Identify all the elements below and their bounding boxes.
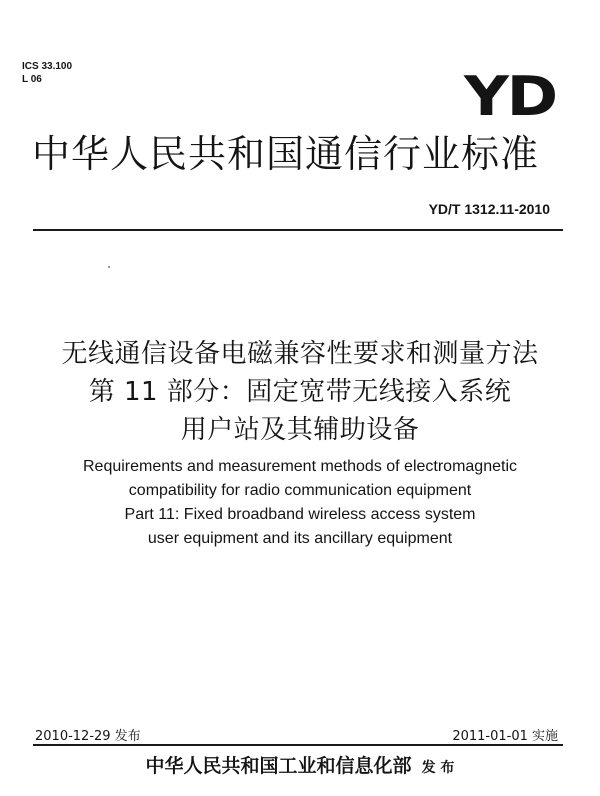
yd-logo: YD <box>464 65 556 128</box>
top-divider <box>33 229 563 231</box>
chinese-title-line-3: 用户站及其辅助设备 <box>180 415 420 445</box>
chinese-title-line-1: 无线通信设备电磁兼容性要求和测量方法 <box>61 339 539 369</box>
english-title-line-3: Part 11: Fixed broadband wireless access system <box>124 506 476 523</box>
ccs-code: L 06 <box>22 74 42 85</box>
chinese-title <box>0 335 600 449</box>
english-title-line-2: compatibility for radio communication equipment <box>128 482 472 499</box>
chinese-title-line-2: 第 11 部分：固定宽带无线接入系统 <box>88 377 512 407</box>
publisher-suffix: 发 布 <box>421 760 455 776</box>
ics-code: ICS 33.100 <box>22 61 73 72</box>
english-title-line-1: Requirements and measurement methods of electromagnetic <box>83 458 517 475</box>
publisher-name: 中华人民共和国工业和信息化部 <box>145 755 412 777</box>
ministry-title: 中华人民共和国通信行业标准 <box>32 132 540 176</box>
scan-speck <box>108 266 110 268</box>
bottom-divider <box>33 744 563 746</box>
implementation-date: 2011-01-01 实施 <box>452 729 558 744</box>
issue-date: 2010-12-29 发布 <box>35 729 141 744</box>
publisher <box>0 751 600 778</box>
english-title <box>0 455 600 551</box>
standard-number: YD/T 1312.11-2010 <box>428 201 550 217</box>
classification-codes <box>22 60 72 86</box>
english-title-line-4: user equipment and its ancillary equipment <box>147 530 453 547</box>
